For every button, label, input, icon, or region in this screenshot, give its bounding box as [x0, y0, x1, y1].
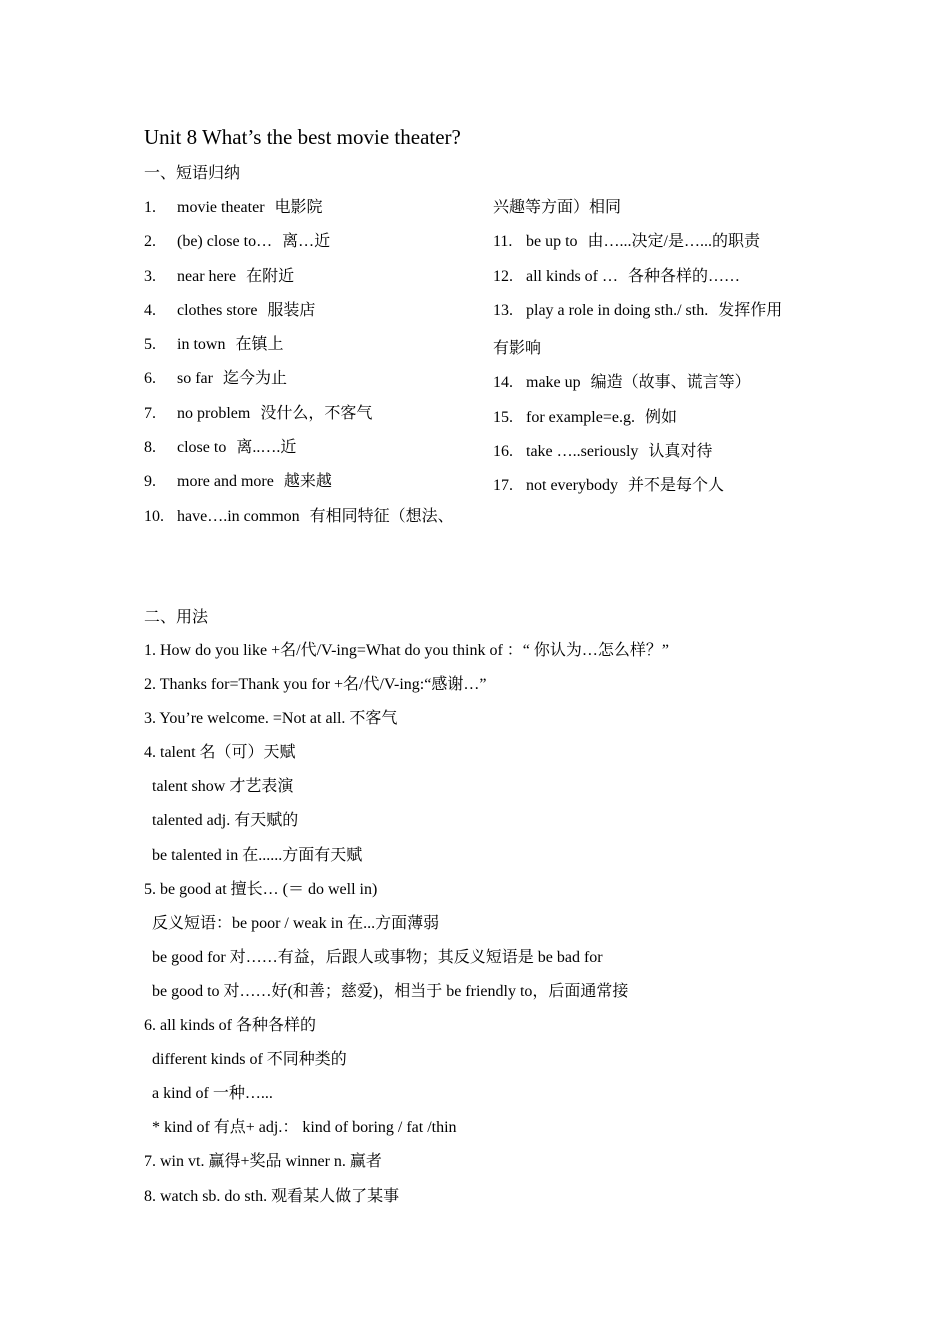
phrase-item — [493, 372, 843, 406]
phrase-chinese: 在镇上 — [235, 336, 284, 354]
usage-line: 1. How do you like +名/代/V-ing=What do you think of ：“ 你认为…怎么样？” — [144, 642, 669, 659]
phrase-english: for example=e.g. — [526, 408, 635, 426]
phrase-english: take …..seriously — [526, 443, 639, 461]
phrase-english: near here — [177, 267, 237, 285]
phrase-chinese: 迄今为止 — [222, 370, 287, 388]
phrase-english: movie theater — [177, 199, 265, 216]
phrase-number: 5. — [144, 336, 156, 354]
phrase-item — [493, 407, 843, 441]
phrase-number: 4. — [144, 301, 156, 319]
phrase-number: 3. — [144, 267, 156, 285]
usage-line: 5. be good at 擅长… (＝ do well in) — [144, 880, 378, 898]
phrase-english: in town — [177, 336, 226, 354]
phrase-continuation: 有影响 — [493, 340, 542, 358]
usage-line: 8. watch sb. do sth. 观看某人做了某事 — [144, 1187, 400, 1205]
usage-line: 3. You’re welcome. =Not at all. 不客气 — [144, 710, 398, 728]
phrase-english: no problem — [177, 404, 251, 422]
phrase-english: be up to — [526, 233, 578, 251]
phrase-item — [144, 471, 494, 505]
phrase-number: 1. — [144, 199, 156, 216]
phrase-chinese: 编造（故事、谎言等） — [590, 374, 751, 392]
phrase-item — [144, 266, 494, 300]
phrase-number: 11. — [493, 233, 513, 251]
phrase-english: have….in common — [177, 507, 300, 525]
phrase-item — [144, 506, 494, 540]
phrase-number: 17. — [493, 477, 513, 495]
phrase-chinese: 服装店 — [267, 301, 316, 319]
phrase-english: clothes store — [177, 301, 258, 319]
usage-list — [144, 640, 844, 1220]
phrase-chinese: 并不是每个人 — [627, 477, 724, 495]
phrase-item — [144, 334, 494, 368]
phrase-number: 13. — [493, 301, 513, 319]
phrase-chinese: 发挥作用 — [718, 301, 783, 319]
phrase-item — [144, 437, 494, 471]
phrase-english: make up — [526, 374, 581, 392]
phrase-group-b — [493, 372, 843, 509]
phrase-number: 12. — [493, 267, 513, 285]
phrase-english: all kinds of … — [526, 267, 618, 285]
phrase-chinese: 离..….近 — [236, 439, 297, 457]
phrase-number: 16. — [493, 443, 513, 461]
document-title: Unit 8 What’s the best movie theater? — [144, 125, 461, 149]
usage-line: be good for 对……有益，后跟人或事物；其反义短语是 be bad for — [152, 948, 603, 966]
phrase-chinese: 在附近 — [246, 267, 295, 285]
phrase-item — [493, 231, 843, 265]
phrase-continuation: 兴趣等方面）相同 — [493, 199, 622, 216]
phrase-number: 2. — [144, 233, 156, 251]
phrase-item — [493, 441, 843, 475]
phrase-english: play a role in doing sth./ sth. — [526, 301, 709, 319]
usage-line: talented adj. 有天赋的 — [152, 812, 299, 830]
phrase-chinese: 离…近 — [282, 233, 331, 251]
phrase-item — [493, 475, 843, 509]
phrase-item — [493, 266, 843, 300]
phrase-item — [144, 403, 494, 437]
phrase-number: 15. — [493, 408, 513, 426]
usage-line: be talented in 在......方面有天赋 — [152, 846, 363, 864]
phrase-chinese: 例如 — [644, 408, 677, 426]
phrase-english: close to — [177, 439, 227, 457]
phrase-item — [144, 368, 494, 402]
phrase-list-left — [144, 197, 494, 540]
usage-line: 6. all kinds of 各种各样的 — [144, 1017, 316, 1035]
phrase-english: more and more — [177, 473, 274, 491]
usage-line: * kind of 有点+ adj.： kind of boring / fat /thin — [152, 1119, 457, 1137]
phrase-item — [144, 231, 494, 265]
phrase-item — [493, 300, 843, 334]
phrase-chinese: 有相同特征（想法、 — [309, 507, 454, 525]
usage-line: 2. Thanks for=Thank you for +名/代/V-ing:“感谢…” — [144, 676, 487, 694]
phrase-chinese: 由…...决定/是…...的职责 — [587, 233, 760, 251]
usage-line: talent show 才艺表演 — [152, 778, 294, 796]
phrase-english: so far — [177, 370, 213, 388]
usage-line: a kind of 一种…... — [152, 1085, 273, 1103]
phrase-number: 6. — [144, 370, 156, 388]
phrase-item — [144, 197, 494, 231]
phrase-number: 14. — [493, 374, 513, 392]
usage-line: 4. talent 名（可）天赋 — [144, 744, 296, 762]
phrase-number: 9. — [144, 473, 156, 491]
section-heading-phrases: 一、短语归纳 — [144, 165, 241, 182]
usage-line: 7. win vt. 赢得+奖品 winner n. 赢者 — [144, 1153, 382, 1171]
phrase-chinese: 没什么，不客气 — [260, 404, 373, 422]
phrase-list-right — [493, 197, 843, 510]
usage-line: 反义短语：be poor / weak in 在...方面薄弱 — [152, 914, 440, 932]
phrase-chinese: 各种各样的…… — [628, 267, 741, 285]
phrase-chinese: 越来越 — [283, 473, 332, 491]
phrase-group-a — [493, 231, 843, 334]
phrase-chinese: 认真对待 — [648, 443, 713, 461]
phrase-number: 7. — [144, 404, 156, 422]
phrase-english: not everybody — [526, 477, 618, 495]
usage-line: different kinds of 不同种类的 — [152, 1051, 347, 1069]
phrase-number: 8. — [144, 439, 156, 457]
phrase-chinese: 电影院 — [274, 199, 323, 216]
phrase-item — [144, 300, 494, 334]
phrase-english: (be) close to… — [177, 233, 273, 251]
phrase-number: 10. — [144, 507, 164, 525]
section-heading-usage: 二、用法 — [144, 609, 209, 626]
usage-line: be good to 对……好(和善；慈爱)，相当于 be friendly to，后面通常接 — [152, 982, 629, 1000]
